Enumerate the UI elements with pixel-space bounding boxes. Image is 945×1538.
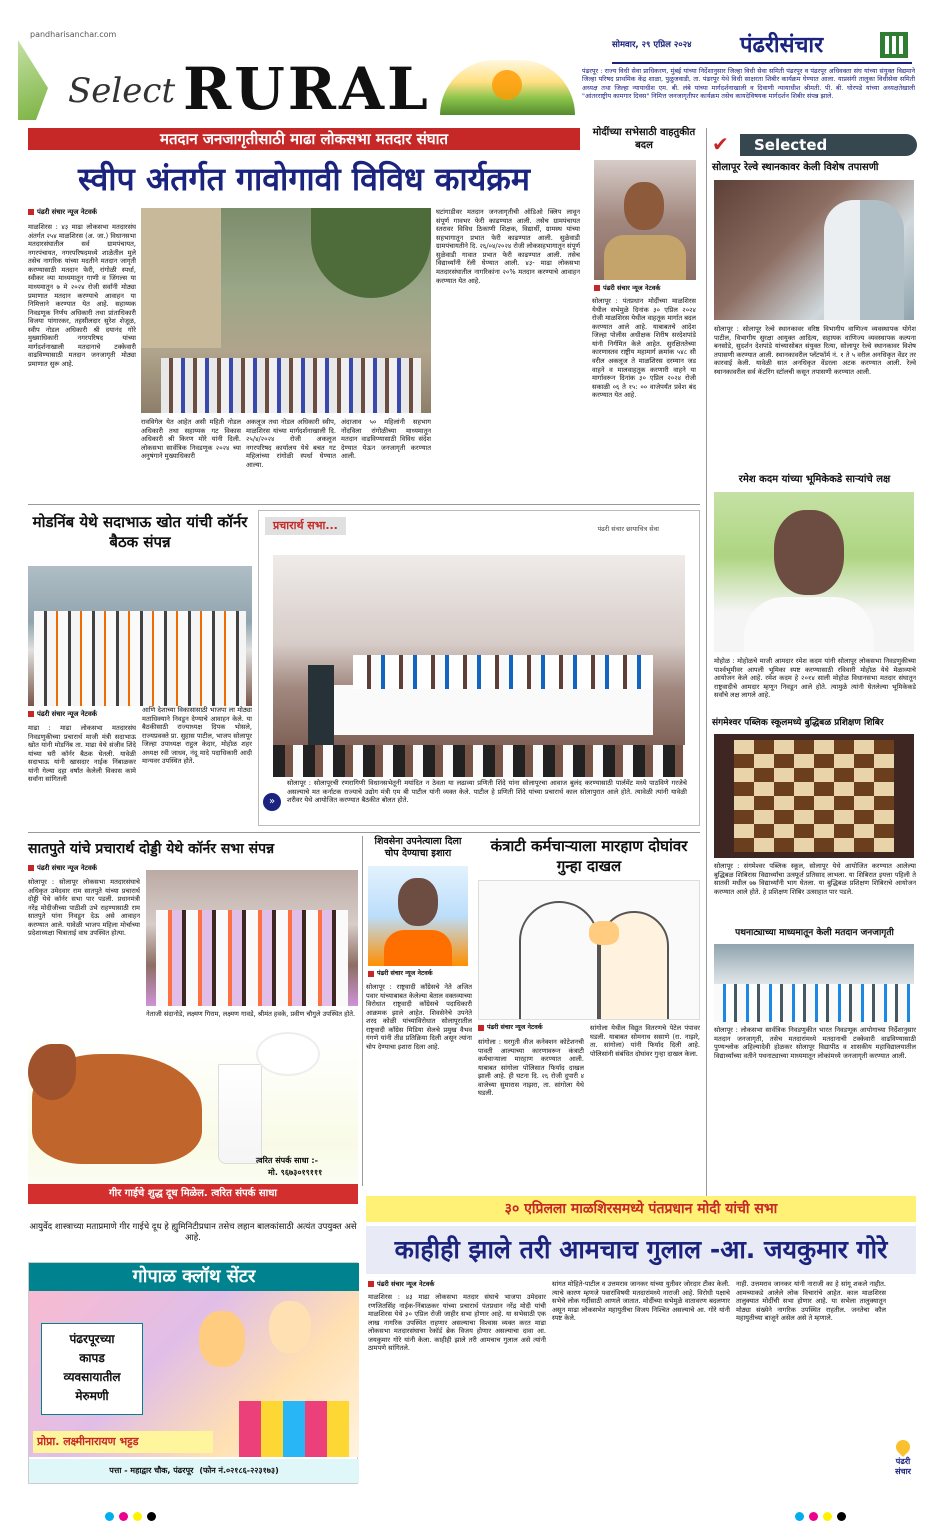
byline-marker-icon <box>368 1281 374 1287</box>
kadam-portrait-photo <box>714 492 914 652</box>
gore-kicker: ३० एप्रिलला माळशिरसमध्ये पंतप्रधान मोदी यांची सभा <box>366 1196 916 1222</box>
location-pin-icon <box>893 1437 913 1457</box>
milk-splash-graphic <box>258 1034 318 1074</box>
byline-marker-icon <box>28 209 34 215</box>
chessboard-graphic <box>734 740 894 852</box>
rally-text: सोलापूर : लोकसभा सार्वत्रिक निवडणुकीत भारत निवडणूक आयोगाच्या निर्देशानुसार मतदान जनजागृती, तसेच मतदारांमध्ये मतदानाची टक्केवारी वाढविण्यासाठी पुण्यश्लोक अहिल्यादेवी होळकर सोलापूर विद्यापीठ व शासकीय महाविद्यालयातील विद्यार्थ्यांच्या वतीने पथनाट्याच्या माध्यमातून लोकांमध्ये जनजागृती करण्यात आली. <box>714 1026 916 1060</box>
header-underline <box>612 62 912 64</box>
podium-graphic <box>308 665 334 745</box>
lead-col5: घटांगाडीवर मतदान जनजागृतीची ऑडिओ क्लिप लावून संपूर्ण गावभर फेरी काढण्यात आली. तसेच ग्रामपंचायत स्तरावर विविध ठिकाणी शिक्षक, विद्यार्थी, ग्रामस्थ यांच्या सहभागातून प्रभात फेरी काढण्यात आली. सुळेवाडी ग्रामपंचायतीने दि. २६/०४/२०२४ रोजी लोकसहभागातून संपूर्ण सुळेवाडी गावात प्रभात फेरी काढण्यात आली. तसेच विद्यार्थ्यांनी रॅली घेण्यात आली. ४३- माढा लोकसभा मतदारसंघातील नागरिकांना २०% मतदान करण्याचे आवाहन करण्यात येत आहे. <box>436 208 580 285</box>
cloth-ad-phone[interactable]: (फोन नं.०२१८६-२२३१७३) <box>199 1465 279 1475</box>
tree-graphic <box>311 208 431 298</box>
prachar-sabha-photo <box>273 555 685 777</box>
cloth-ad-title: गोपाळ क्लॉथ सेंटर <box>29 1263 359 1291</box>
byline-marker-icon <box>368 971 374 977</box>
footer-logo-line1: पंढरी <box>895 1457 911 1466</box>
divider <box>28 832 700 833</box>
gore-col3: नाही. उत्तमराव जानकर यांनी नाराजी का हे सांगू शकले नाहीत. आमच्याकडे आलेले लोक विचारांचे आहेत. काल माळशिरस तालुक्यात मोदींची सभा होणार आहे. या सभेला तालुक्यातून मोठ्या संख्येने नागरिक उपस्थित राहतील. जनतेचा कौल महायुतीच्या बाजूने असेल असे ते म्हणाले. <box>736 1280 886 1323</box>
milk-banner: गीर गाईचे शुद्ध दूध मिळेल. त्वरित संपर्क साधा <box>28 1184 358 1204</box>
prachar-label-text: प्रचारार्थ सभा... <box>273 519 338 532</box>
divider <box>362 836 363 1186</box>
byline-marker-icon <box>478 1025 484 1031</box>
students-row-graphic <box>161 358 421 413</box>
saffron-scarf-graphic <box>384 930 452 966</box>
railway-inspection-photo <box>714 180 914 320</box>
khot-meeting-photo <box>28 566 252 706</box>
modi-traffic-text: सोलापूर : पंतप्रधान मोदींच्या माळशिरस येथील सभेमुळे दिनांक ३० एप्रिल २०२४ रोजी माळशिरस येथील वाहतूक मार्गात बदल करण्यात आले आहे. याबाबतचे आदेश जिल्हा पोलीस अधीक्षक शिरीष सरदेशपांडे यांनी निर्गमित केले आहेत. सुरक्षिततेच्या कारणास्तव राष्ट्रीय महामार्ग क्रमांक ५४८ सी वरील अकलूज ते माळशिरस दरम्यान जड वाहने व मालवाहतूक करणारी वाहने या मार्गावरून दिनांक ३० एप्रिल २०२४ रोजी सकाळी ०६ ते १५: ०० वाजेपर्यंत प्रवेश बंद करण्यात येत आहे. <box>592 297 696 400</box>
contract-headline: कंत्राटी कर्मचाऱ्याला मारहाण दोघांवर गुन्हा दाखल <box>490 837 688 875</box>
shopper-face-graphic <box>269 1301 311 1353</box>
satpute-byline-text: पंढरी संचार न्यूज नेटवर्क <box>37 864 97 872</box>
figure-sketch-graphic <box>519 901 599 1020</box>
satpute-sabha-photo <box>146 870 358 1006</box>
cloth-ad-text-box <box>41 1323 143 1415</box>
lead-col4: अंदाजाव ५० महिलांनी सहभाग नोंदविला रांगोळीच्या माध्यमातून मतदान वाढविण्यासाठी विविध संदेश देण्यात येऊन जनजागृती करण्यात आली. <box>341 418 431 461</box>
lead-headline: स्वीप अंतर्गत गावोगावी विविध कार्यक्रम <box>78 160 530 198</box>
modi-traffic-byline <box>594 284 660 292</box>
milk-contact-label: त्वरित संपर्क साधा :- <box>256 1156 318 1165</box>
footer-logo <box>886 1440 920 1490</box>
modi-traffic-headline: मोदींच्या सभेसाठी वाहतुकीत बदल <box>592 127 696 151</box>
lead-col1: माळशिरस : ४३ माढा लोकसभा मतदारसंघ अंतर्गत २५४ माळशिरस (अ. जा.) विधानसभा मतदारसंघातील सर्व ग्रामपंचायत, नगरपंचायत, नगरपरिषदमध्ये शाळेतील मुले तसेच नागरिक यांच्या मदतीने मतदान जागृती करण्यासाठी मतदान फेरी, रांगोळी स्पर्धा, स्वीकर व्या माध्यमातून गाणी व जिंगल्स या माध्यमातून ७ मे २०२४ रोजी सर्वांनी मोठ्या प्रमाणात मतदान करण्याचे आवाहन या निमित्ताने करण्यात येत आहे. सहाय्यक निवडणूक निर्णय अधिकारी तथा प्रांताधिकारी विजया पांगारकर, तहसीलदार सुरेश शेजूळ, स्वीप नोडल अधिकारी श्री दयानंद गोरे मुख्याधिकारी नगरपरिषद यांच्या मार्गदर्शनाखाली मतदानाचे टक्केवारी वाढविण्यासाठी मतदान जनजागृती मोठ्या प्रमाणात सुरू आहे. <box>28 223 136 368</box>
lead-photo-students <box>141 208 431 413</box>
shivsena-portrait-photo <box>368 866 468 966</box>
header-brief: पंढरपूर : राज्य विधी सेवा प्राधिकरण, मुंबई यांच्या निर्देशानुसार जिल्हा विधी सेवा समिती पंढरपूर व पंढरपूर अधिवक्ता संघ यांच्या संयुक्त विद्यमाने जिल्हा परिषद प्राथमिक केंद्र शाळा, पुळुजवाडी, ता. पंढरपूर येथे विधी साक्षरता शिबीर कार्यक्रम घेण्यात आला. याप्रसंगी तालुका विधीसेवा समिती अध्यक्ष तथा जिल्हा न्यायाधीश एम. बी. लंबे यांच्या मार्गदर्शनाखाली व दिवाणी न्यायाधीश श्रीमती. पी. बी. घोरपडे यांच्या अध्यक्षतेखाली "आंतरराष्ट्रीय कामगार दिवस" निमित्त जनजागृतीपर कार्यक्रम तसेच कायदेविषयक मार्गदर्शन शिबीर संपन्न झाले. <box>582 67 915 100</box>
fist-graphic <box>589 921 619 945</box>
shivsena-byline <box>368 970 433 978</box>
lead-photo-caption: रावविगेल येत आहेत असी महिती नोडल अधिकारी तथा सहाय्यक गट विकास अधिकारी श्री किरण मोरे यांनी दिली. लोकसभा सार्वत्रिक निवडणूक २०२४ च्या अनुषंगाने मुख्याधिकारी <box>141 418 241 461</box>
khot-byline-text: पंढरी संचार न्यूज नेटवर्क <box>37 710 97 718</box>
contract-col1: सांगोला : घरगुती वीज कनेक्शन कोटेशनची पावती आल्याच्या कारणावरून कंत्राटी कर्मचाऱ्याला मारहाण करण्यात आली. याबाबत सांगोला पोलिसात फिर्याद दाखल झाली आहे. ही घटना दि. २६ रोजी दुपारी ४ वाजेच्या सुमारास नाझरा, ता. सांगोला येथे घडली. <box>478 1038 584 1098</box>
rally-headline: पथनाट्याच्या माध्यमातून केली मतदान जनजागृती <box>735 928 894 938</box>
cloth-ad <box>28 1262 358 1484</box>
contract-byline-text: पंढरी संचार न्यूज नेटवर्क <box>487 1024 543 1031</box>
magenta-dot-icon <box>119 1512 128 1521</box>
crowd-graphic <box>34 611 246 706</box>
officer-face-graphic <box>624 182 664 230</box>
masthead-leaf-graphic <box>18 40 48 120</box>
photo-credit: पंढरी संचार छायाचित्र सेवा <box>597 525 659 533</box>
railway-text: सोलापूर : सोलापूर रेल्वे स्थानकावर वरिष्ठ विभागीय वाणिज्य व्यवस्थापक योगेश पाटील, विभागीय सुरक्षा आयुक्त आदित्य, सहायक वाणिज्य व्यवस्थापक कल्पना बनसोडे, सुदर्शन देशपांडे यांच्यासोबत संयुक्त रित्या, सोलापूर रेल्वे स्थानकावर विशेष तपासणी करण्यात आली. स्थानकावरील प्लॅटफॉर्म नं. १ ते ५ वरील अनधिकृत वेंडर तर कारवाई केली. यावेळी सात अनधिकृत वेंडरला अटक करण्यात आली. रेल्वे स्थानकावरील सर्व कॅटरिंग स्टॉलची कसून तपासणी करण्यात आली. <box>714 325 916 376</box>
lead-byline <box>28 208 97 217</box>
cow-head-graphic <box>28 1044 76 1100</box>
selected-badge <box>712 132 917 158</box>
brand-logo: पंढरीसंचार <box>740 33 824 58</box>
black-dot-icon <box>147 1512 156 1521</box>
rural-word: RURAL <box>183 55 431 123</box>
cloth-ad-owner: प्रोप्रा. लक्ष्मीनारायण भट्टड <box>33 1431 213 1453</box>
khot-col2: आणि देशाच्या विकासासाठी भाजपा ला मोठ्या मताधिक्याने निवडून देण्याचे आवाहन केले. या बैठकीसाठी राज्याध्यक्ष दिपक भोसले, राज्यप्रवक्ते प्रा. सुहास पाटील, भाजप सोलापूर जिल्हा उपाध्यक्ष राहुल केदार, मोहोळ शहर अध्यक्ष रवी जाधव, नंदू मादे पदाधिकारी आदी मान्यवर उपस्थित होते. <box>142 706 252 766</box>
lead-kicker <box>28 128 580 150</box>
byline-marker-icon <box>594 285 600 291</box>
speakers-graphic <box>353 655 653 689</box>
checkmark-icon: ✔ <box>712 132 729 157</box>
masthead <box>0 0 945 125</box>
cloth-ad-line3: व्यवसायातील <box>63 1370 121 1384</box>
yellow-dot-icon <box>133 1512 142 1521</box>
kadam-shirt-graphic <box>744 597 874 652</box>
prachar-box <box>258 510 700 826</box>
black-dot-icon <box>837 1512 846 1521</box>
satpute-caption: नेताजी संदानोडे, लक्ष्मण गिराम, लक्ष्मण गावडे, श्रीमंत हवके, प्रवीण चौगुले उपस्थित होते. <box>146 1010 356 1018</box>
satpute-byline <box>28 864 97 873</box>
magenta-dot-icon <box>809 1512 818 1521</box>
shopping-bags-graphic <box>239 1401 349 1457</box>
shopper-face-graphic <box>199 1311 245 1367</box>
yellow-dot-icon <box>823 1512 832 1521</box>
kadam-face-graphic <box>774 510 844 595</box>
audience-graphic <box>273 745 685 777</box>
selected-badge-label: Selected <box>740 134 917 156</box>
khot-col1: माढा : माढा लोकसभा मतदारसंघ निवडणुकीच्या प्रचारार्थ माजी मंत्री सदाभाऊ खोत यांनी मोडनिंब ता. माढा येथे संजीव शिंदे यांच्या घरी कॉर्नर बैठक घेतली. यावेळी सदाभाऊ यांनी खासदार नाईक निंबाळकर यांनी गेल्या दहा वर्षांत केलेली विकास कामे सर्वांना सांगितली <box>28 724 136 784</box>
modi-traffic-byline-text: पंढरी संचार न्यूज नेटवर्क <box>603 284 661 292</box>
kadam-text: मोहोळ : मोहोळचे माजी आमदार रमेश कदम यांनी सोलापूर लोकसभा निवडणुकीच्या पार्श्वभूमीवर आपली भूमिका स्पष्ट करण्यासाठी रविवारी मोहोळ येथे मेळाव्याचे आयोजन केले आहे. रमेश कदम हे २०१४ साली मोहोळ विधानसभा मतदार संघातून राष्ट्रवादीचे आमदार म्हणून निवडून आले होते. त्यामुळे त्यांनी घेतलेल्या भूमिकेकडे सर्वांचे लक्ष लागले आहे. <box>714 657 916 700</box>
portrait-face-graphic <box>398 878 438 926</box>
shivsena-text: सोलापूर : राष्ट्रवादी काँग्रेसचे नेते अजित पवार यांच्याबाबत केलेल्या बेताल वक्तव्याच्या विरोधात राष्ट्रवादी काँग्रेसचे पदाधिकारी आक्रमक झाले आहेत. शिवसेनेचे उपनेते शरद कोळी यांच्याविरोधात सोलापूरातील राष्ट्रवादी काँग्रेस मिडिया सेलचे प्रमुख वैभव गंगणे यांनी तीव्र प्रतिक्रिया दिली असून त्यांना चोप देण्याचा इशारा दिला आहे. <box>366 983 472 1051</box>
lead-kicker-text: मतदान जनजागृतीसाठी माढा लोकसभा मतदार संघात <box>159 130 449 148</box>
cyan-dot-icon <box>795 1512 804 1521</box>
byline-marker-icon <box>28 865 34 871</box>
lead-byline-text: पंढरी संचार न्यूज नेटवर्क <box>37 208 97 216</box>
kadam-headline: रमेश कदम यांच्या भूमिकेकडे साऱ्यांचे लक्ष <box>738 474 891 485</box>
lead-col3: अकलूज तथा नोडल अधिकारी स्वीप, माळशिरस यांच्या मार्गदर्शनाखाली दि. २५/४/२०२४ रोजी अकलूज नगरपरिषद कार्यालय येथे बचत गट महिलांच्या रांगोळी स्पर्धा घेण्यात आल्या. <box>246 418 336 469</box>
prachar-caption: सोलापूर : सोलापूरची रणरागिणी विधानसभेतूनी मयांदित न ठेवता या लढाव्या प्रणिती शिंदे यांना सोलापूरचा आवाज बुलंद करण्यासाठी पार्लमेंट मध्ये पाठविणे गरजेचे असल्याचे मत कर्नाटक राज्याचे उद्योग मंत्री एम बी पाटील यांनी व्यक्त केले. पाटील हे प्रणिती शिंदे यांच्या प्रचारार्थ काल सोलापुरात आले होते. त्यावेळी त्यांनी यावेळी शरीवर येथे आयोजित करण्यात बैठकीत बोलत होते. <box>287 779 687 805</box>
milk-ad <box>28 1034 358 1220</box>
gore-col1: माळशिरस : ४३ माढा लोकसभा मतदार संघाचे भाजपा उमेदवार रणजितसिंह नाईक-निंबाळकर यांच्या प्रचारार्थ पंतप्रधान नरेंद्र मोदी यांची माळशिरस येथे ३० एप्रिल रोजी जाहीर सभा होणार आहे. या सभेसाठी एक लाख नागरिक उपस्थित राहणार असल्याचा विश्वास व्यक्त करत माढा लोकसभा मतदारसंघाचा रेकॉर्ड ब्रेक विजय होणार असल्याचा दावा आ. जयकुमार गोरे यांनी केला. काहीही झाले तरी आमचाच गुलाल असे त्यांनी ठामपणे सांगितले. <box>368 1293 546 1353</box>
officer-uniform-graphic <box>604 235 686 280</box>
cloth-ad-footer <box>29 1459 359 1483</box>
contract-byline <box>478 1024 543 1032</box>
shivsena-byline-text: पंढरी संचार न्यूज नेटवर्क <box>377 970 433 977</box>
select-word: Select <box>68 71 176 111</box>
assault-illustration <box>478 880 700 1020</box>
satpute-headline: सातपुते यांचे प्रचारार्थ दोड्डी येथे कॉर्नर सभा संपन्न <box>28 841 275 857</box>
byline-marker-icon <box>28 711 34 717</box>
milk-ad-line: आयुर्वेद शास्त्राच्या मताप्रमाणे गीर गाईचे दूध हे ह्युमिनिटीप्रधान तसेच लहान बालकांसाठी अत्यंत उपयुक्त असे आहे. <box>29 1222 357 1243</box>
khot-byline <box>28 710 97 719</box>
chess-headline: संगमेश्वर पब्लिक स्कूलमध्ये बुद्धिबळ प्रशिक्षण शिबिर <box>712 718 884 728</box>
satpute-text: सोलापूर : सोलापूर लोकसभा मतदारसंघाचे अधिकृत उमेदवार राम सातपुते यांच्या प्रचारार्थ दोड्डी येथे कॉर्नर सभा पार पडली. प्रधानमंत्री नरेंद्र मोदीजीच्या पाठीशी उभे राहण्यासाठी राम सातपुते यांना निवडून देऊ असे आवाहन करण्यात आले. यावेळी भाजप महिला मोर्चाच्या प्रदेशाध्यक्षा चित्राताई वाघ उपस्थित होत्या. <box>28 878 140 938</box>
gore-col2: सांगत मोहिते-पाटील व उत्तमराव जानकर यांच्या युतीवर जोरदार टीका केली. त्याचे कारण म्हणजे पवारांविषयी मतदारांमध्ये नाराजी आहे. विरोधी पक्षाचे सभेचे लोक गर्दीसाठी आणले जातात. मोदींच्या सभेमुळे वातावरण बदलणार असून माढा लोकसभेत महायुतीचा विजय निश्चित असल्याचे आ. गोरे यांनी स्पष्ट केले. <box>552 1280 730 1323</box>
share-arrow-icon[interactable]: » <box>263 793 281 811</box>
gore-byline-text: पंढरी संचार न्यूज नेटवर्क <box>377 1280 435 1288</box>
chess-board-photo <box>714 734 914 858</box>
building-graphic <box>141 208 221 348</box>
divider <box>28 504 700 505</box>
registration-dots-left <box>105 1512 156 1521</box>
officials-graphic <box>824 200 904 320</box>
milk-contact-phone[interactable]: मो. ९६७३०१९१११ <box>268 1168 323 1177</box>
footer-logo-line2: संचार <box>895 1467 911 1476</box>
divider <box>706 128 707 1200</box>
railway-headline: सोलापूर रेल्वे स्थानकावर केली विशेष तपासणी <box>712 162 879 173</box>
milk-glass-graphic <box>218 1064 262 1164</box>
stage-table-graphic <box>333 685 653 735</box>
chess-text: सोलापूर : संगमेश्वर पब्लिक स्कूल, सोलापूर येथे आयोजित करण्यात आलेल्या बुद्धिबळ शिबिरास विद्यार्थ्यांचा उत्स्फूर्त प्रतिसाद लाभला. या शिबिरात इयत्ता पहिली ते सातवी मधील ७७ विद्यार्थ्यांनी भाग घेतला. या बुद्धिबळ प्रशिक्षण शिबिराचे आयोजन करण्यात आले होते. हे प्रशिक्षण शिबिर उत्साहात पार पडले. <box>714 862 916 896</box>
gore-byline <box>368 1280 434 1288</box>
khot-headline: मोडनिंब येथे सदाभाऊ खोत यांची कॉर्नर बैठक संपन्न <box>32 513 248 551</box>
prachar-label <box>265 517 346 535</box>
site-url[interactable]: pandharisanchar.com <box>30 30 117 39</box>
brand-bars-icon <box>880 32 908 58</box>
registration-dots-right <box>795 1512 846 1521</box>
cloth-ad-line2: कापड <box>79 1351 105 1365</box>
crowd-graphic <box>156 910 348 1006</box>
shivsena-headline: शिवसेना उपनेत्याला दिला चोप देण्याचा इशारा <box>374 836 462 859</box>
marchers-graphic <box>714 984 914 1022</box>
sun-icon <box>492 70 522 100</box>
contract-col2: सांगोला येथील विद्युत वितरणचे पेटेल पंपावर घडली. याबाबत सोमनाथ ससाणे (रा. नाझरे, ता. सांगोला) यांनी फिर्याद दिली आहे. पोलिसांनी संबंधित दोघांवर गुन्हा दाखल केला. <box>590 1024 700 1058</box>
cloth-ad-address: पत्ता - महाद्वार चौक, पंढरपूर <box>109 1465 194 1475</box>
cloth-ad-line1: पंढरपूरच्या <box>69 1332 115 1346</box>
police-officer-photo <box>594 160 696 280</box>
cyan-dot-icon <box>105 1512 114 1521</box>
street-play-rally-photo <box>714 944 914 1022</box>
masthead-date: सोमवार, २९ एप्रिल २०२४ <box>612 40 692 50</box>
cloth-ad-line4: मेरुमणी <box>75 1389 109 1403</box>
gore-headline: काहीही झाले तरी आमचाच गुलाल -आ. जयकुमार गोरे <box>366 1226 916 1274</box>
